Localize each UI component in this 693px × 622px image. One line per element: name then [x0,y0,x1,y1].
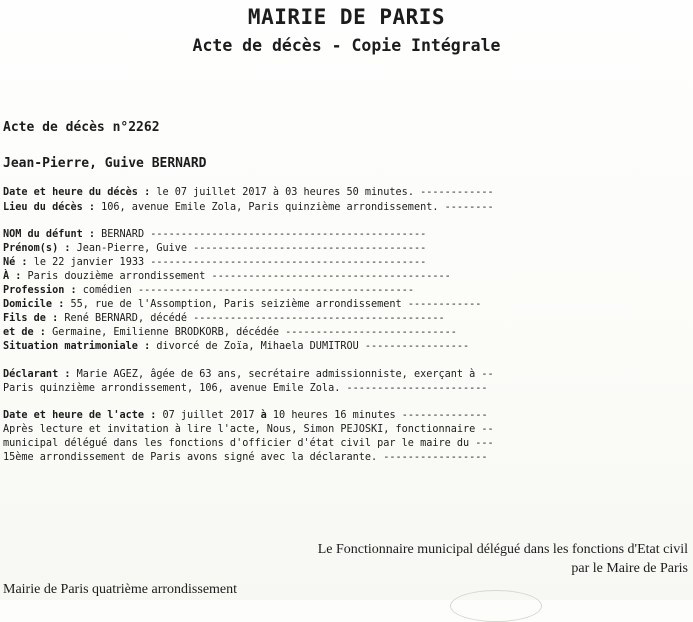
field-value: Marie AGEZ, âgée de 63 ans, secrétaire admissionniste, exerçant à -- [76,369,494,380]
field-lieu-deces: Lieu du décès : 106, avenue Emile Zola, Paris quinzième arrondissement. -------- [3,202,494,213]
field-prenoms: Prénom(s) : Jean-Pierre, Guive -------------------------------------- [3,243,427,254]
field-value: Jean-Pierre, Guive [76,243,188,254]
field-domicile: Domicile : 55, rue de l'Assomption, Paris seizième arrondissement ------------ [3,299,482,310]
field-filler: --------------------------------------- [205,271,451,282]
field-filler: ------------ [413,187,494,198]
closing-text-line: 15ème arrondissement de Paris avons signé avec la déclarante. ----------------- [3,452,488,463]
field-label: Date et heure de l'acte [3,410,145,421]
field-situation: Situation matrimoniale : divorcé de Zoïa, Mihaela DUMITROU ----------------- [3,341,470,352]
field-value: comédien [82,285,132,296]
field-filler: --------------------------------------------- [131,285,414,296]
field-nom: NOM du défunt : BERNARD --------------------------------------------- [3,229,427,240]
field-ne: Né : le 22 janvier 1933 --------------------------------------------- [3,257,427,268]
field-label: Situation matrimoniale [3,341,138,352]
field-label: Déclarant [3,369,59,380]
document-subtitle: Acte de décès - Copie Intégrale [192,36,501,55]
closing-text-line: Après lecture et invitation à lire l'acte, Nous, Simon PEJOSKI, fonctionnaire -- [3,424,494,435]
field-filler: ----------------------------------------- [187,313,445,324]
field-value: Paris douzième arrondissement [27,271,206,282]
field-profession: Profession : comédien --------------------------------------------- [3,285,414,296]
field-filler: -------------------------------------- [187,243,427,254]
field-value: 07 juillet 2017 [162,410,255,421]
field-filler: ---------------------------- [279,327,457,338]
field-value: le 22 janvier 1933 [33,257,145,268]
field-label: et de [3,327,34,338]
field-label: NOM du défunt [3,229,83,240]
field-filler: ----------------- [358,341,470,352]
field-label: Date et heure du décès [3,187,138,198]
deceased-full-name: Jean-Pierre, Guive BERNARD [3,156,207,171]
field-label: Lieu du décès [3,202,83,213]
field-et-de: et de : Germaine, Emilienne BRODKORB, décédée ---------------------------- [3,327,457,338]
field-label: Domicile [3,299,53,310]
field-date-deces: Date et heure du décès : le 07 juillet 2017 à 03 heures 50 minutes. ------------ [3,187,494,198]
field-value: le 07 juillet 2017 à 03 heures 50 minutes. [156,187,414,198]
acte-number: Acte de décès n°2262 [3,120,160,135]
field-declarant: Déclarant : Marie AGEZ, âgée de 63 ans, secrétaire admissionniste, exerçant à -- [3,369,494,380]
signature-title: Le Fonctionnaire municipal délégué dans les fonctions d'Etat civil [317,542,688,557]
field-value-time: 10 heures 16 minutes -------------- [272,410,488,421]
field-filler: -------- [438,202,494,213]
declarant-continuation: Paris quinzième arrondissement, 106, avenue Emile Zola. ----------------------- [3,383,488,394]
document-title: MAIRIE DE PARIS [247,5,446,29]
signature-authority: par le Maire de Paris [571,561,688,576]
issuing-office: Mairie de Paris quatrième arrondissement [3,582,238,597]
closing-text-line: municipal délégué dans les fonctions d'officier d'état civil par le maire du --- [3,438,494,449]
field-value: 106, avenue Emile Zola, Paris quinzième arrondissement. [101,202,439,213]
field-fils-de: Fils de : René BERNARD, décédé ----------------------------------------- [3,313,445,324]
field-label: Prénom(s) [3,243,59,254]
field-value: divorcé de Zoïa, Mihaela DUMITROU [156,341,359,352]
field-filler: ------------ [401,299,482,310]
field-value: René BERNARD, décédé [64,313,188,324]
field-label: Né [3,257,16,268]
field-label: Fils de [3,313,46,324]
field-value: Germaine, Emilienne BRODKORB, décédée [52,327,280,338]
official-stamp [450,590,542,622]
field-filler: --------------------------------------------- [144,257,427,268]
field-label: À [3,271,10,282]
field-value: 55, rue de l'Assomption, Paris seizième arrondissement [70,299,402,310]
field-value: BERNARD [101,229,145,240]
field-filler: --------------------------------------------- [144,229,427,240]
field-lieu-naissance: À : Paris douzième arrondissement --------------------------------------- [3,271,451,282]
field-label: Profession [3,285,65,296]
field-date-acte: Date et heure de l'acte : 07 juillet 2017 à 10 heures 16 minutes -------------- [3,410,488,421]
field-bold-word: à [260,410,267,421]
